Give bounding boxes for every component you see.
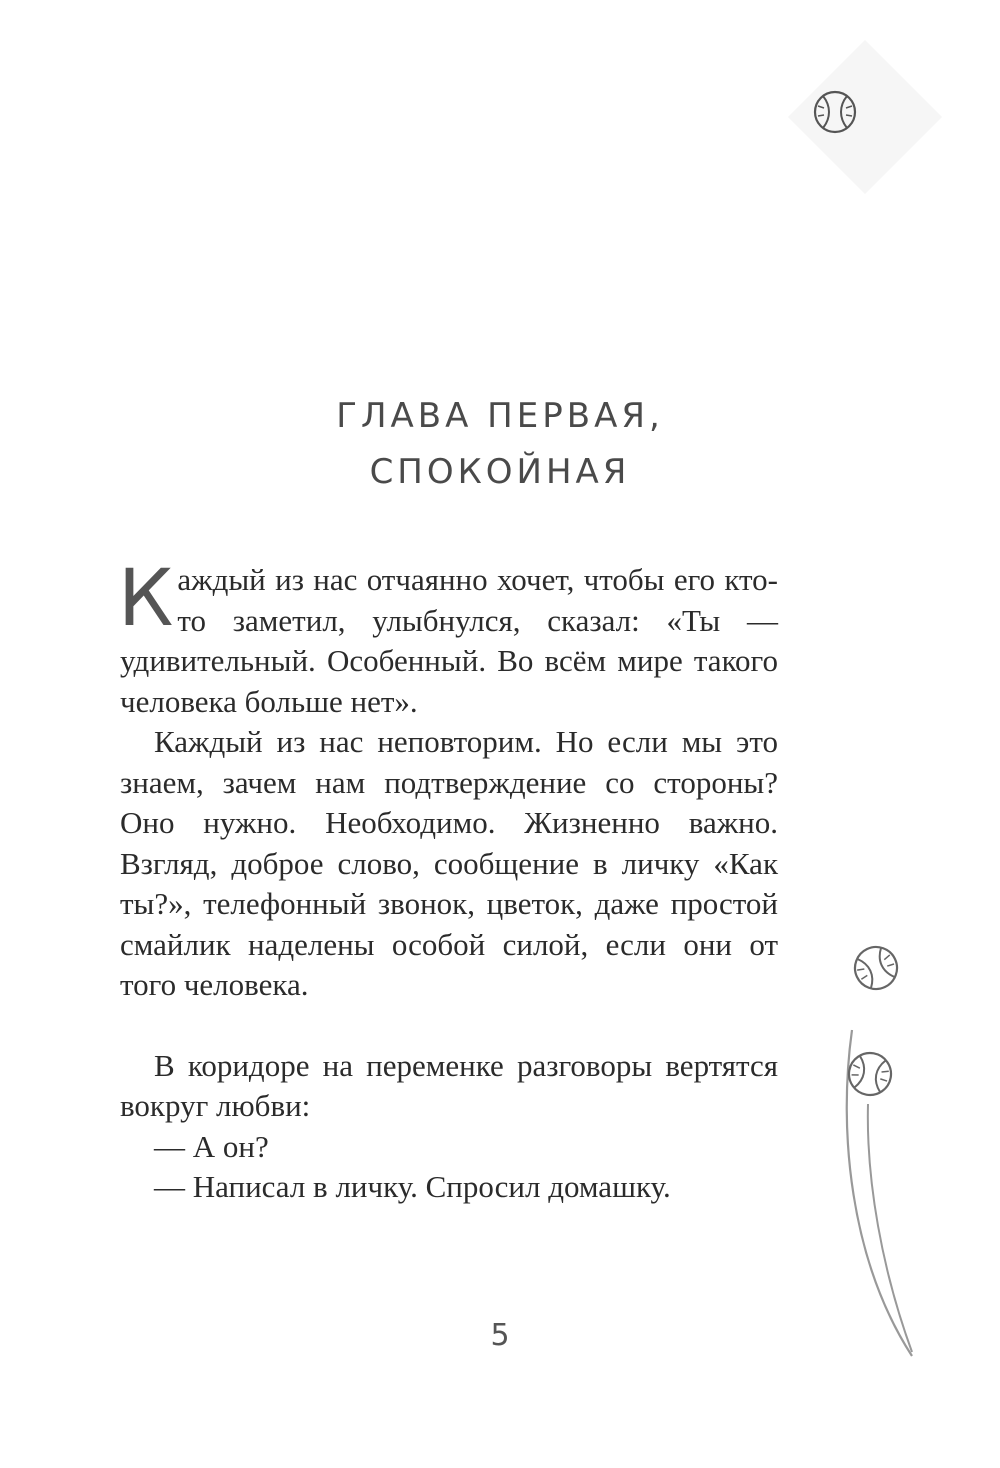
chapter-title-line-1: ГЛАВА ПЕРВАЯ,: [336, 396, 664, 436]
paragraph-2: Каждый из нас неповторим. Но если мы это знаем, зачем нам подтверждение со стороны? Оно нужно. Необходимо. Жизненно важно. Взгляд, доброе слово, сообщение в личку «Как ты?», телефонный звонок, цветок, даже простой смайлик наделены особой силой, если они от того человека.: [120, 724, 778, 1002]
paragraph-3: В коридоре на переменке разговоры вертятся вокруг любви:: [120, 1047, 778, 1123]
paragraph-1: [118, 554, 778, 722]
dialogue-line-1: — А он?: [154, 1128, 269, 1164]
chapter-title: [0, 388, 1000, 500]
curved-stem-icon: [868, 1104, 912, 1352]
tennis-ball-icon: [846, 1050, 895, 1099]
dialogue-line-2: — Написал в личку. Спросил домашку.: [154, 1169, 671, 1204]
page-number: 5: [490, 1318, 510, 1353]
tennis-ball-icon: [815, 92, 855, 132]
tennis-ball-icon: [848, 940, 904, 996]
paragraph-1-text: аждый из нас отчаянно хочет, чтобы его кто-то заметил, улыбнулся, сказал: «Ты — удивительный. Особенный. Во всём мире такого человека больше нет».: [120, 562, 778, 719]
drop-cap: К: [118, 554, 174, 644]
chapter-title-line-2: СПОКОЙНАЯ: [369, 452, 631, 492]
chapter-body: [118, 554, 778, 1208]
side-decoration: [846, 940, 912, 1356]
top-decoration: [788, 40, 942, 194]
curved-stem-icon: [847, 1030, 912, 1356]
